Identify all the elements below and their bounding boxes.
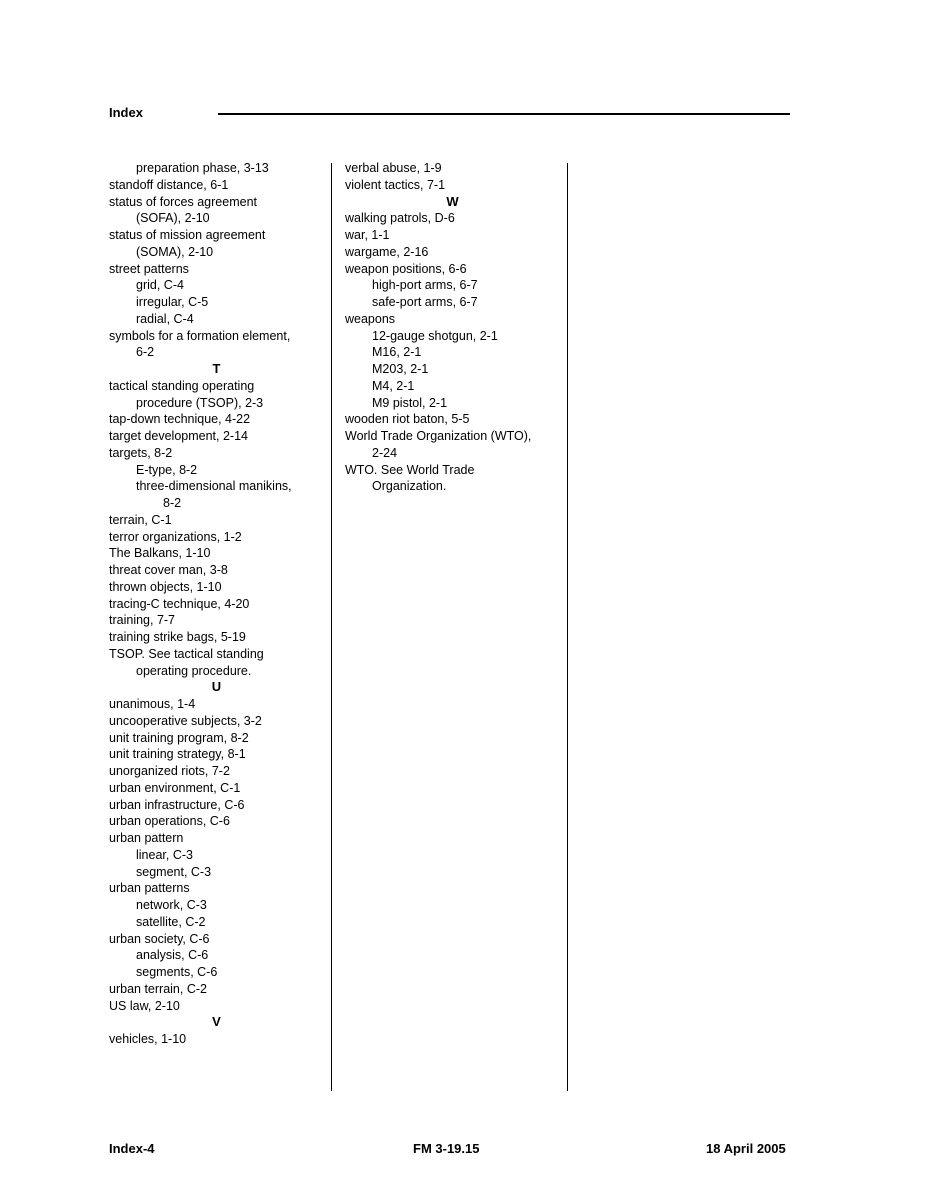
index-entry: tap-down technique, 4-22 xyxy=(109,412,251,427)
footer-manual-number: FM 3-19.15 xyxy=(413,1141,480,1156)
index-column-1 xyxy=(109,160,324,1048)
index-entry: urban environment, C-1 xyxy=(109,780,241,795)
index-entry: urban terrain, C-2 xyxy=(109,981,207,996)
index-entry: weapon positions, 6-6 xyxy=(345,261,467,276)
index-subentry: irregular, C-5 xyxy=(136,295,209,309)
index-entry: unit training program, 8-2 xyxy=(109,730,249,745)
index-entry: urban infrastructure, C-6 xyxy=(109,797,245,812)
index-entry: TSOP. See tactical standing xyxy=(109,646,264,661)
index-entry: training, 7-7 xyxy=(109,613,176,628)
index-subentry: safe-port arms, 6-7 xyxy=(372,295,478,309)
index-entry: unanimous, 1-4 xyxy=(109,697,196,711)
index-entry: The Balkans, 1-10 xyxy=(109,546,211,561)
index-subentry: 6-2 xyxy=(136,345,155,360)
column-divider-2 xyxy=(567,163,568,1091)
index-subentry: M203, 2-1 xyxy=(372,362,429,376)
index-entry: violent tactics, 7-1 xyxy=(345,177,446,192)
index-letter-heading: W xyxy=(446,193,459,209)
index-entry: weapons xyxy=(345,311,396,326)
index-entry: tracing-C technique, 4-20 xyxy=(109,596,250,611)
index-letter-heading: V xyxy=(212,1014,221,1030)
index-subentry: procedure (TSOP), 2-3 xyxy=(136,395,264,410)
index-entry: WTO. See World Trade xyxy=(345,462,475,477)
index-subentry: linear, C-3 xyxy=(136,847,193,862)
index-entry: urban operations, C-6 xyxy=(109,814,230,829)
index-subentry: operating procedure. xyxy=(136,663,252,678)
footer-page-number: Index-4 xyxy=(109,1141,155,1156)
index-entry: vehicles, 1-10 xyxy=(109,1032,187,1046)
index-subentry: satellite, C-2 xyxy=(136,914,206,929)
index-subentry: radial, C-4 xyxy=(136,311,194,326)
index-entry: tactical standing operating xyxy=(109,378,255,393)
index-entry: uncooperative subjects, 3-2 xyxy=(109,713,262,728)
index-entry: World Trade Organization (WTO), xyxy=(345,429,532,443)
index-entry: verbal abuse, 1-9 xyxy=(345,161,442,175)
index-subentry: grid, C-4 xyxy=(136,278,184,293)
index-entry: training strike bags, 5-19 xyxy=(109,630,246,644)
index-subentry: segment, C-3 xyxy=(136,864,212,879)
index-entry: war, 1-1 xyxy=(345,228,390,242)
index-subentry: network, C-3 xyxy=(136,898,207,912)
index-subentry: segments, C-6 xyxy=(136,965,218,979)
index-subentry: M16, 2-1 xyxy=(372,345,422,360)
index-entry: terror organizations, 1-2 xyxy=(109,529,242,544)
index-entry: wargame, 2-16 xyxy=(345,244,429,259)
index-entry: walking patrols, D-6 xyxy=(345,211,455,226)
index-entry: US law, 2-10 xyxy=(109,998,180,1013)
index-entry: symbols for a formation element, xyxy=(109,328,291,343)
index-subentry: high-port arms, 6-7 xyxy=(372,278,478,293)
index-entry: thrown objects, 1-10 xyxy=(109,579,222,594)
index-entry: target development, 2-14 xyxy=(109,429,248,443)
footer-date: 18 April 2005 xyxy=(706,1141,786,1156)
column-divider-1 xyxy=(331,163,332,1091)
index-subentry: E-type, 8-2 xyxy=(136,462,198,477)
header-rule xyxy=(218,113,790,115)
index-entry: standoff distance, 6-1 xyxy=(109,177,229,192)
index-subentry: 12-gauge shotgun, 2-1 xyxy=(372,328,498,343)
index-entry: urban society, C-6 xyxy=(109,931,210,946)
index-entry: street patterns xyxy=(109,261,189,276)
index-column-2 xyxy=(345,160,560,495)
index-subentry: M9 pistol, 2-1 xyxy=(372,395,448,410)
index-subentry: preparation phase, 3-13 xyxy=(136,161,269,175)
index-entry: targets, 8-2 xyxy=(109,445,173,460)
index-subentry: 2-24 xyxy=(372,445,398,460)
index-subentry: 8-2 xyxy=(163,496,182,510)
index-subentry: (SOMA), 2-10 xyxy=(136,244,214,259)
index-subentry: M4, 2-1 xyxy=(372,378,415,393)
index-entry: threat cover man, 3-8 xyxy=(109,563,228,577)
index-subentry: analysis, C-6 xyxy=(136,948,209,963)
index-subentry: three-dimensional manikins, xyxy=(136,479,292,494)
index-entry: unorganized riots, 7-2 xyxy=(109,764,230,778)
index-entry: urban pattern xyxy=(109,831,184,845)
index-letter-heading: U xyxy=(211,679,222,695)
index-entry: status of forces agreement xyxy=(109,194,257,209)
index-entry: wooden riot baton, 5-5 xyxy=(345,412,470,427)
index-subentry: (SOFA), 2-10 xyxy=(136,211,210,226)
page-header-title: Index xyxy=(109,105,143,120)
index-entry: urban patterns xyxy=(109,881,190,896)
index-entry: terrain, C-1 xyxy=(109,512,172,527)
index-letter-heading: T xyxy=(212,361,221,376)
index-subentry: Organization. xyxy=(372,479,447,494)
index-entry: status of mission agreement xyxy=(109,228,266,242)
index-entry: unit training strategy, 8-1 xyxy=(109,747,246,762)
